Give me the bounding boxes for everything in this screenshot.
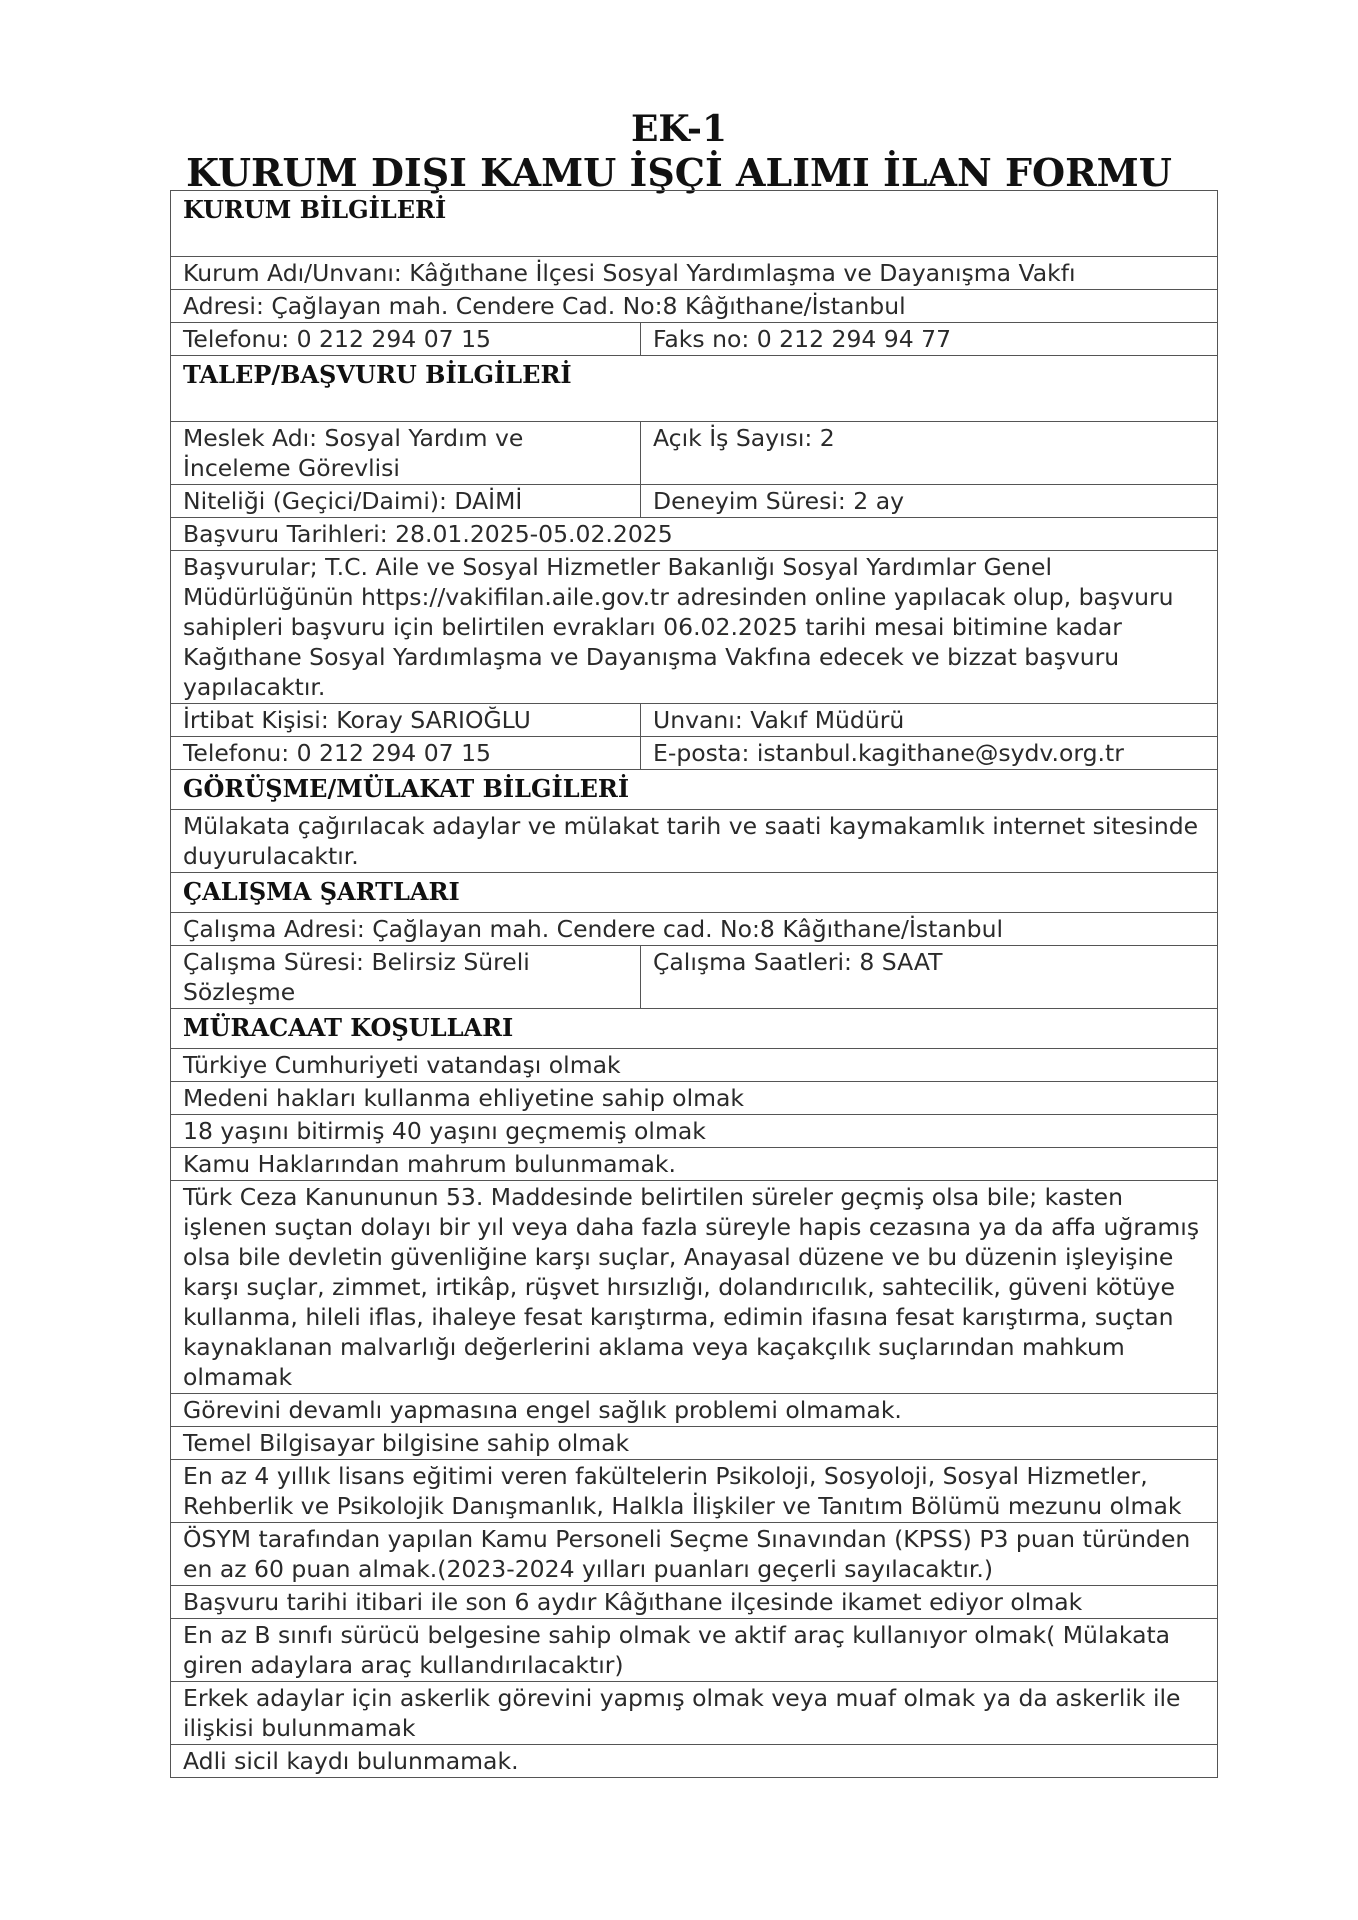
condition-item: Medeni hakları kullanma ehliyetine sahip olmak <box>171 1082 1218 1115</box>
job-posting-form-table <box>170 190 1218 1778</box>
condition-row <box>171 1082 1218 1115</box>
document-annex-label: EK-1 <box>630 108 728 150</box>
section-heading-gorusme: GÖRÜŞME/MÜLAKAT BİLGİLERİ <box>171 770 1218 810</box>
section-heading-talep: TALEP/BAŞVURU BİLGİLERİ <box>171 356 1218 422</box>
condition-row <box>171 1115 1218 1148</box>
section-row-gorusme <box>171 770 1218 810</box>
condition-row <box>171 1682 1218 1745</box>
condition-item: Türkiye Cumhuriyeti vatandaşı olmak <box>171 1049 1218 1082</box>
institution-fax: Faks no: 0 212 294 94 77 <box>641 323 1218 356</box>
form-row <box>171 422 1218 485</box>
work-duration: Çalışma Süresi: Belirsiz Süreli Sözleşme <box>171 946 641 1009</box>
contact-person: İrtibat Kişisi: Koray SARIOĞLU <box>171 704 641 737</box>
condition-row <box>171 1394 1218 1427</box>
form-row <box>171 257 1218 290</box>
section-row-muracaat <box>171 1009 1218 1049</box>
institution-phone: Telefonu: 0 212 294 07 15 <box>171 323 641 356</box>
section-row-calisma <box>171 873 1218 913</box>
contact-email: E-posta: istanbul.kagithane@sydv.org.tr <box>641 737 1218 770</box>
form-row <box>171 290 1218 323</box>
institution-address: Adresi: Çağlayan mah. Cendere Cad. No:8 Kâğıthane/İstanbul <box>171 290 1218 323</box>
section-row-talep <box>171 356 1218 422</box>
form-row <box>171 485 1218 518</box>
condition-item: Türk Ceza Kanununun 53. Maddesinde belirtilen süreler geçmiş olsa bile; kasten işlenen suçtan dolayı bir yıl veya daha fazla süreyle hapis cezasına ya da affa uğramış olsa bile devletin güvenliğine karşı suçlar, Anayasal düzene ve bu düzenin işleyişine karşı suçlar, zimmet, irtikâp, rüşvet hırsızlığı, dolandırıcılık, sahtecilik, güveni kötüye kullanma, hileli iflas, ihaleye fesat karıştırma, edimin ifasına fesat karıştırma, suçtan kaynaklanan malvarlığı değerlerini aklama veya kaçakçılık suçlarından mahkum olmamak <box>171 1181 1218 1394</box>
condition-row <box>171 1586 1218 1619</box>
condition-row <box>171 1460 1218 1523</box>
form-row <box>171 323 1218 356</box>
form-row <box>171 518 1218 551</box>
condition-item: Başvuru tarihi itibari ile son 6 aydır Kâğıthane ilçesinde ikamet ediyor olmak <box>171 1586 1218 1619</box>
form-row <box>171 737 1218 770</box>
condition-row <box>171 1745 1218 1778</box>
condition-item: Adli sicil kaydı bulunmamak. <box>171 1745 1218 1778</box>
condition-row <box>171 1148 1218 1181</box>
work-address: Çalışma Adresi: Çağlayan mah. Cendere cad. No:8 Kâğıthane/İstanbul <box>171 913 1218 946</box>
condition-row <box>171 1523 1218 1586</box>
work-hours: Çalışma Saatleri: 8 SAAT <box>641 946 1218 1009</box>
condition-item: ÖSYM tarafından yapılan Kamu Personeli Seçme Sınavından (KPSS) P3 puan türünden en az 60 puan almak.(2023-2024 yılları puanları geçerli sayılacaktır.) <box>171 1523 1218 1586</box>
form-row <box>171 946 1218 1009</box>
document-title: KURUM DIŞI KAMU İŞÇİ ALIMI İLAN FORMU <box>186 150 1172 195</box>
section-heading-calisma: ÇALIŞMA ŞARTLARI <box>171 873 1218 913</box>
condition-row <box>171 1427 1218 1460</box>
condition-row <box>171 1049 1218 1082</box>
open-positions: Açık İş Sayısı: 2 <box>641 422 1218 485</box>
application-instructions: Başvurular; T.C. Aile ve Sosyal Hizmetler Bakanlığı Sosyal Yardımlar Genel Müdürlüğünün https://vakifilan.aile.gov.tr adresinden online yapılacak olup, başvuru sahipleri başvuru için belirtilen evrakları 06.02.2025 tarihi mesai bitimine kadar Kağıthane Sosyal Yardımlaşma ve Dayanışma Vakfına edecek ve bizzat başvuru yapılacaktır. <box>171 551 1218 704</box>
position-nature: Niteliği (Geçici/Daimi): DAİMİ <box>171 485 641 518</box>
condition-item: Görevini devamlı yapmasına engel sağlık problemi olmamak. <box>171 1394 1218 1427</box>
form-row <box>171 551 1218 704</box>
condition-row <box>171 1619 1218 1682</box>
condition-item: En az B sınıfı sürücü belgesine sahip olmak ve aktif araç kullanıyor olmak( Mülakata giren adaylara araç kullandırılacaktır) <box>171 1619 1218 1682</box>
section-heading-kurum: KURUM BİLGİLERİ <box>171 191 1218 257</box>
section-row-kurum <box>171 191 1218 257</box>
condition-item: Erkek adaylar için askerlik görevini yapmış olmak veya muaf olmak ya da askerlik ile ilişkisi bulunmamak <box>171 1682 1218 1745</box>
condition-item: 18 yaşını bitirmiş 40 yaşını geçmemiş olmak <box>171 1115 1218 1148</box>
form-row <box>171 913 1218 946</box>
contact-phone: Telefonu: 0 212 294 07 15 <box>171 737 641 770</box>
application-dates: Başvuru Tarihleri: 28.01.2025-05.02.2025 <box>171 518 1218 551</box>
form-row <box>171 810 1218 873</box>
condition-item: Kamu Haklarından mahrum bulunmamak. <box>171 1148 1218 1181</box>
condition-item: Temel Bilgisayar bilgisine sahip olmak <box>171 1427 1218 1460</box>
experience-duration: Deneyim Süresi: 2 ay <box>641 485 1218 518</box>
occupation-name: Meslek Adı: Sosyal Yardım ve İnceleme Görevlisi <box>171 422 641 485</box>
section-heading-muracaat: MÜRACAAT KOŞULLARI <box>171 1009 1218 1049</box>
condition-row <box>171 1181 1218 1394</box>
condition-item: En az 4 yıllık lisans eğitimi veren fakültelerin Psikoloji, Sosyoloji, Sosyal Hizmetler, Rehberlik ve Psikolojik Danışmanlık, Halkla İlişkiler ve Tanıtım Bölümü mezunu olmak <box>171 1460 1218 1523</box>
interview-info: Mülakata çağırılacak adaylar ve mülakat tarih ve saati kaymakamlık internet sitesinde duyurulacaktır. <box>171 810 1218 873</box>
form-row <box>171 704 1218 737</box>
institution-name: Kurum Adı/Unvanı: Kâğıthane İlçesi Sosyal Yardımlaşma ve Dayanışma Vakfı <box>171 257 1218 290</box>
contact-title: Unvanı: Vakıf Müdürü <box>641 704 1218 737</box>
